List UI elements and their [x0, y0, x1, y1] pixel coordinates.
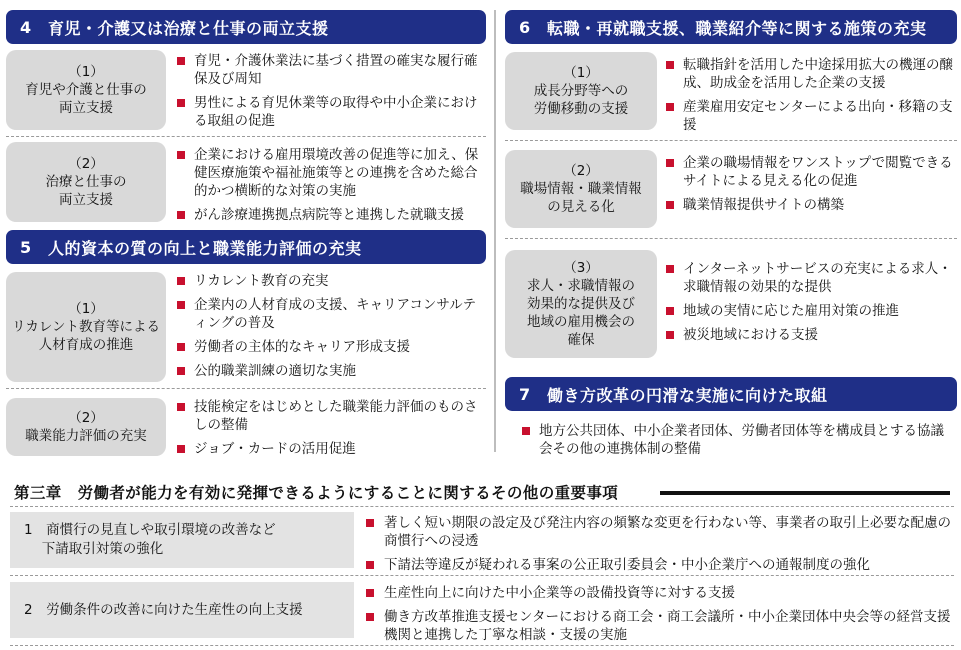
section-number: 7 — [519, 384, 531, 404]
item-number: （1） — [68, 301, 104, 317]
column-divider — [494, 10, 496, 452]
item-title-line: 1 商慣行の見直しや取引環境の改善など — [24, 522, 276, 538]
item-title-line: 労働移動の支援 — [533, 101, 629, 117]
section-title: 育児・介護又は治療と仕事の両立支援 — [48, 18, 329, 38]
bullet-item: 著しく短い期限の設定及び発注内容の頻繁な変更を行わない等、事業者の取引上必要な配慮の商慣行への浸透 — [362, 514, 954, 550]
item-title-line: 治療と仕事の — [45, 174, 127, 190]
bullet-list-7 — [519, 422, 957, 464]
section-5-header — [6, 230, 486, 264]
item-title-line: 両立支援 — [59, 192, 113, 208]
bullet-item: 企業の職場情報をワンストップで閲覧できるサイトによる見える化の促進 — [663, 154, 957, 190]
bullet-list-6-2 — [663, 154, 957, 220]
chapter-3-item-1-bullets — [362, 514, 954, 580]
item-box-4-2 — [6, 142, 166, 222]
item-title-line: 職場情報・職業情報 — [520, 181, 642, 197]
bullet-item: 地域の実情に応じた雇用対策の推進 — [663, 302, 957, 320]
bullet-item: 労働者の主体的なキャリア形成支援 — [174, 338, 486, 356]
bullet-list-4-1 — [174, 52, 486, 136]
chapter-3-item-2-bullets — [362, 584, 954, 650]
item-box-5-2 — [6, 398, 166, 456]
item-title-line: 確保 — [567, 332, 595, 348]
bullet-item: がん診療連携拠点病院等と連携した就職支援 — [174, 206, 486, 224]
section-6-header — [505, 10, 957, 44]
bullet-item: ジョブ・カードの活用促進 — [174, 440, 486, 458]
item-number: （2） — [563, 163, 599, 179]
item-title-line: 成長分野等への — [533, 83, 629, 99]
dashed-divider — [10, 506, 954, 507]
item-box-5-1 — [6, 272, 166, 382]
section-number: 5 — [20, 237, 32, 257]
bullet-item: リカレント教育の充実 — [174, 272, 486, 290]
bullet-item: 被災地域における支援 — [663, 326, 957, 344]
item-title-line: リカレント教育等による — [11, 319, 161, 335]
bullet-item: 職業情報提供サイトの構築 — [663, 196, 957, 214]
bullet-item: 転職指針を活用した中途採用拡大の機運の醸成、助成金を活用した企業の支援 — [663, 56, 957, 92]
bullet-item: 公的職業訓練の適切な実施 — [174, 362, 486, 380]
section-4-header — [6, 10, 486, 44]
bullet-item: 企業における雇用環境改善の促進等に加え、保健医療施策や福祉施策等との連携を含めた総合的かつ横断的な対策の実施 — [174, 146, 486, 200]
item-box-6-1 — [505, 52, 657, 130]
bullet-item: 育児・介護休業法に基づく措置の確実な履行確保及び周知 — [174, 52, 486, 88]
item-number: （1） — [68, 64, 104, 80]
bullet-item: 産業雇用安定センターによる出向・移籍の支援 — [663, 98, 957, 134]
bullet-item: 生産性向上に向けた中小企業等の設備投資等に対する支援 — [362, 584, 954, 602]
item-title-line: 職業能力評価の充実 — [25, 428, 147, 444]
item-title-line: 育児や介護と仕事の — [25, 82, 147, 98]
section-number: 4 — [20, 17, 32, 37]
section-title: 転職・再就職支援、職業紹介等に関する施策の充実 — [547, 18, 927, 38]
chapter-3-item-2-box — [10, 582, 354, 638]
dashed-divider — [505, 238, 957, 239]
item-number: （2） — [68, 410, 104, 426]
item-title-line: 求人・求職情報の — [527, 278, 635, 294]
item-number: （1） — [563, 65, 599, 81]
bullet-item: 男性による育児休業等の取得や中小企業における取組の促進 — [174, 94, 486, 130]
bullet-list-5-1 — [174, 272, 486, 386]
item-title-line: 2 労働条件の改善に向けた生産性の向上支援 — [24, 601, 303, 618]
item-box-6-2 — [505, 150, 657, 228]
item-number: （2） — [68, 156, 104, 172]
chapter-3-rule — [660, 491, 950, 495]
dashed-divider — [10, 575, 954, 576]
chapter-3-title: 第三章 労働者が能力を有効に発揮できるようにすることに関するその他の重要事項 — [14, 484, 619, 502]
dashed-divider — [505, 140, 957, 141]
dashed-divider — [6, 388, 486, 389]
chapter-3-item-1-box — [10, 512, 354, 568]
item-title-line: の見える化 — [547, 199, 615, 215]
bullet-list-4-2 — [174, 146, 486, 230]
bullet-list-5-2 — [174, 398, 486, 464]
dashed-divider — [6, 136, 486, 137]
bullet-item: インターネットサービスの充実による求人・求職情報の効果的な提供 — [663, 260, 957, 296]
item-title-line: 両立支援 — [59, 100, 113, 116]
bullet-item: 働き方改革推進支援センターにおける商工会・商工会議所・中小企業団体中央会等の経営支援機関と連携した丁寧な相談・支援の実施 — [362, 608, 954, 644]
section-title: 人的資本の質の向上と職業能力評価の充実 — [48, 238, 362, 258]
dashed-divider — [10, 645, 954, 646]
item-title-line: 下請取引対策の強化 — [24, 541, 164, 557]
bullet-list-6-1 — [663, 56, 957, 140]
bullet-item: 地方公共団体、中小企業者団体、労働者団体等を構成員とする協議会その他の連携体制の整備 — [519, 422, 957, 458]
item-title-line: 地域の雇用機会の — [527, 314, 635, 330]
section-number: 6 — [519, 17, 531, 37]
section-title: 働き方改革の円滑な実施に向けた取組 — [547, 385, 828, 405]
bullet-item: 下請法等違反が疑われる事案の公正取引委員会・中小企業庁への通報制度の強化 — [362, 556, 954, 574]
item-box-4-1 — [6, 50, 166, 130]
item-number: （3） — [563, 260, 599, 276]
item-box-6-3 — [505, 250, 657, 358]
bullet-item: 企業内の人材育成の支援、キャリアコンサルティングの普及 — [174, 296, 486, 332]
bullet-list-6-3 — [663, 260, 957, 350]
section-7-header — [505, 377, 957, 411]
bullet-item: 技能検定をはじめとした職業能力評価のものさしの整備 — [174, 398, 486, 434]
item-title-line: 人材育成の推進 — [38, 337, 134, 353]
item-title-line: 効果的な提供及び — [527, 296, 635, 312]
